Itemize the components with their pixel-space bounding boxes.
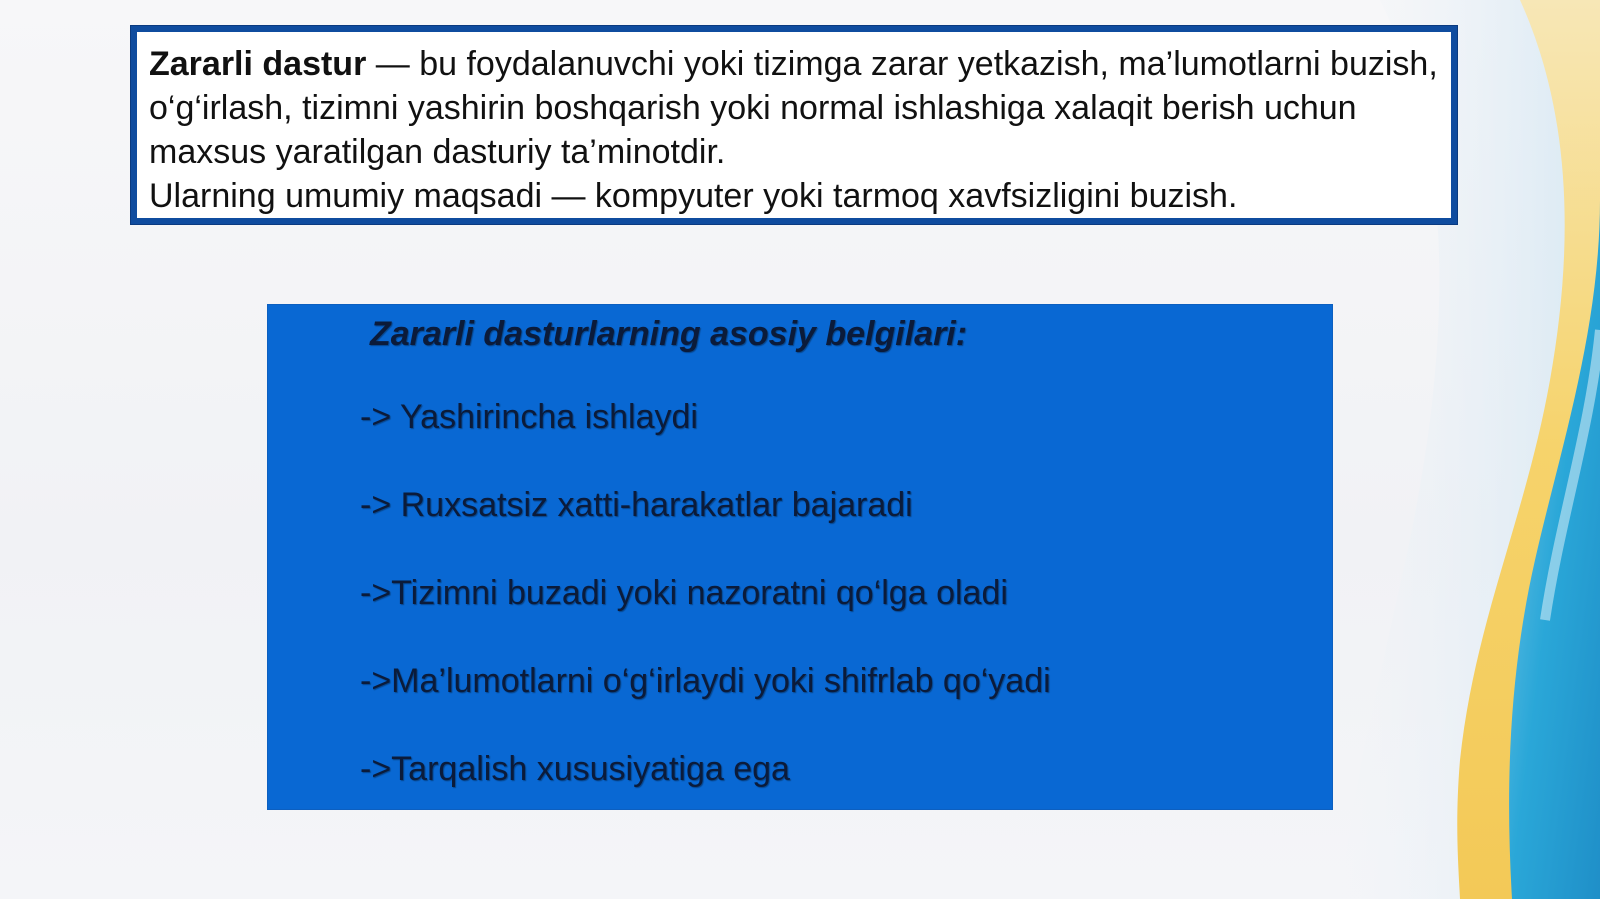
features-list xyxy=(360,395,1051,835)
purpose-text: Ularning umumiy maqsadi — kompyuter yoki tarmoq xavfsizligini buzish. xyxy=(149,177,1238,215)
features-heading: Zararli dasturlarning asosiy belgilari: xyxy=(370,315,968,353)
features-box xyxy=(268,305,1332,809)
feature-item: -> Yashirincha ishlaydi xyxy=(360,398,698,436)
feature-item: ->Ma’lumotlarni o‘g‘irlaydi yoki shifrlab qo‘yadi xyxy=(360,662,1051,700)
feature-item: -> Ruxsatsiz xatti-harakatlar bajaradi xyxy=(360,486,913,524)
definition-text: — bu foydalanuvchi yoki tizimga zarar yetkazish, ma’lumotlarni buzish, o‘g‘irlash, tizimni yashirin boshqarish yoki normal ishlashiga xalaqit berish uchun maxsus yaratilgan dasturiy ta’minotdir. xyxy=(149,45,1438,171)
feature-item: ->Tarqalish xususiyatiga ega xyxy=(360,750,790,788)
definition-box xyxy=(131,26,1457,224)
definition-paragraph xyxy=(149,42,1439,218)
definition-term: Zararli dastur xyxy=(149,45,367,83)
feature-item: ->Tizimni buzadi yoki nazoratni qo‘lga oladi xyxy=(360,574,1008,612)
